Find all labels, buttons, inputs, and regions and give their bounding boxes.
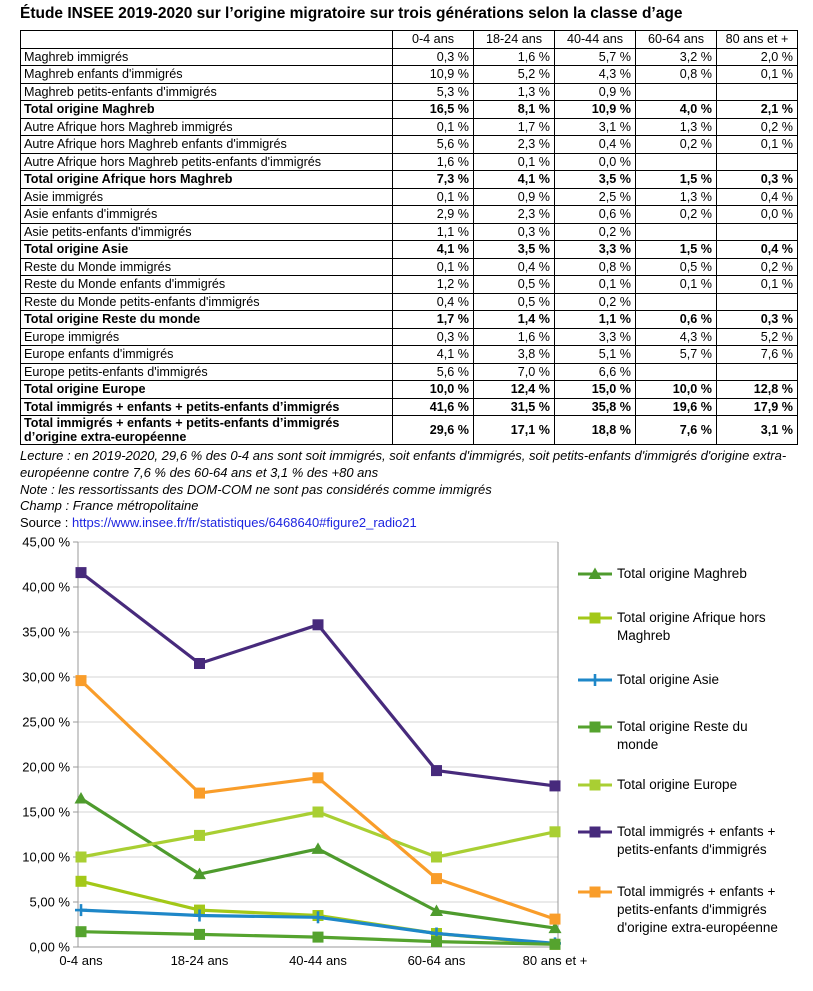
row-label: Total origine Maghreb [21, 101, 393, 119]
value-cell: 3,8 % [474, 346, 555, 364]
value-cell: 1,3 % [474, 83, 555, 101]
value-cell: 1,6 % [393, 153, 474, 171]
x-axis-label: 0-4 ans [59, 953, 103, 968]
table-wrap [20, 30, 798, 445]
value-cell: 0,5 % [474, 293, 555, 311]
series-marker [194, 830, 205, 841]
y-axis-label: 0,00 % [29, 939, 70, 955]
series-marker [313, 619, 324, 630]
series-4 [76, 807, 561, 863]
series-marker [75, 792, 88, 804]
value-cell: 0,1 % [636, 276, 717, 294]
value-cell: 15,0 % [555, 381, 636, 399]
value-cell: 29,6 % [393, 416, 474, 445]
value-cell: 7,6 % [636, 416, 717, 445]
value-cell: 3,1 % [555, 118, 636, 136]
value-cell: 0,4 % [555, 136, 636, 154]
value-cell: 4,0 % [636, 101, 717, 119]
y-axis-label: 35,00 % [22, 624, 70, 640]
row-label: Total immigrés + enfants + petits-enfants d’immigrés d’origine extra-européenne [21, 416, 393, 445]
row-label: Total origine Europe [21, 381, 393, 399]
value-cell: 2,3 % [474, 206, 555, 224]
row-label: Asie enfants d'immigrés [21, 206, 393, 224]
series-line [81, 799, 555, 929]
series-line [81, 573, 555, 786]
legend-item [577, 565, 747, 583]
value-cell: 1,6 % [474, 328, 555, 346]
value-cell: 0,3 % [717, 171, 798, 189]
series-marker [194, 788, 205, 799]
series-marker [313, 772, 324, 783]
legend-label: Total immigrés + enfants + petits-enfants d'immigrés [617, 824, 776, 857]
series-marker [313, 932, 324, 943]
value-cell: 10,0 % [393, 381, 474, 399]
col-header: 60-64 ans [636, 31, 717, 49]
value-cell: 0,1 % [717, 136, 798, 154]
legend-marker-icon [577, 565, 613, 583]
table-row [21, 206, 798, 224]
row-label: Reste du Monde enfants d'immigrés [21, 276, 393, 294]
value-cell [717, 223, 798, 241]
page-title: Étude INSEE 2019-2020 sur l’origine migratoire sur trois générations selon la classe d’age [20, 5, 683, 22]
legend-label: Total origine Maghreb [617, 566, 747, 581]
row-label: Maghreb petits-enfants d'immigrés [21, 83, 393, 101]
value-cell: 3,3 % [555, 328, 636, 346]
value-cell: 17,9 % [717, 398, 798, 416]
source-link[interactable]: https://www.insee.fr/fr/statistiques/6468640#figure2_radio21 [72, 515, 417, 531]
value-cell: 10,9 % [393, 66, 474, 84]
table-row [21, 328, 798, 346]
row-label: Asie petits-enfants d'immigrés [21, 223, 393, 241]
legend-item [577, 776, 737, 794]
y-axis-label: 30,00 % [22, 669, 70, 685]
value-cell [717, 153, 798, 171]
value-cell: 0,1 % [717, 66, 798, 84]
value-cell: 41,6 % [393, 398, 474, 416]
value-cell: 0,1 % [393, 118, 474, 136]
value-cell: 5,3 % [393, 83, 474, 101]
value-cell [717, 363, 798, 381]
value-cell: 5,7 % [636, 346, 717, 364]
value-cell: 12,8 % [717, 381, 798, 399]
legend-item [577, 671, 719, 689]
legend-label: Total origine Asie [617, 672, 720, 687]
value-cell: 5,1 % [555, 346, 636, 364]
value-cell [717, 83, 798, 101]
value-cell: 0,9 % [474, 188, 555, 206]
value-cell: 0,9 % [555, 83, 636, 101]
series-5 [76, 567, 561, 791]
value-cell: 4,1 % [393, 346, 474, 364]
table-row [21, 276, 798, 294]
x-axis-label: 18-24 ans [170, 953, 229, 968]
value-cell: 2,9 % [393, 206, 474, 224]
series-6 [76, 675, 561, 925]
value-cell: 0,8 % [555, 258, 636, 276]
col-header: 18-24 ans [474, 31, 555, 49]
value-cell: 5,2 % [474, 66, 555, 84]
legend-item [577, 718, 792, 754]
row-label: Autre Afrique hors Maghreb enfants d'immigrés [21, 136, 393, 154]
value-cell: 0,0 % [717, 206, 798, 224]
series-marker [76, 852, 87, 863]
note-note: Note : les ressortissants des DOM-COM ne sont pas considérés comme immigrés [20, 481, 492, 497]
value-cell: 4,3 % [555, 66, 636, 84]
row-label: Reste du Monde petits-enfants d'immigrés [21, 293, 393, 311]
value-cell: 0,2 % [717, 118, 798, 136]
table-row [21, 241, 798, 259]
row-label: Reste du Monde immigrés [21, 258, 393, 276]
value-cell: 1,1 % [393, 223, 474, 241]
value-cell: 0,4 % [717, 188, 798, 206]
series-marker [431, 936, 442, 947]
table-row [21, 83, 798, 101]
note-lecture: Lecture : en 2019-2020, 29,6 % des 0-4 ans sont soit immigrés, soit enfants d'immigrés, soit petits-enfants d'immigrés d'origine extra-européenne contre 7,6 % des 60-64 ans et 3,1 % des +80 ans [20, 448, 787, 480]
series-marker [194, 658, 205, 669]
value-cell: 1,4 % [474, 311, 555, 329]
value-cell: 0,3 % [393, 328, 474, 346]
row-label: Total immigrés + enfants + petits-enfants d’immigrés [21, 398, 393, 416]
value-cell: 1,7 % [393, 311, 474, 329]
value-cell: 0,8 % [636, 66, 717, 84]
legend-item [577, 883, 792, 937]
series-marker [431, 852, 442, 863]
table-row [21, 66, 798, 84]
row-label: Maghreb immigrés [21, 48, 393, 66]
value-cell: 0,1 % [717, 276, 798, 294]
col-header: 0-4 ans [393, 31, 474, 49]
value-cell: 0,2 % [555, 223, 636, 241]
value-cell: 0,5 % [474, 276, 555, 294]
value-cell: 0,6 % [636, 311, 717, 329]
row-label: Europe petits-enfants d'immigrés [21, 363, 393, 381]
value-cell: 2,0 % [717, 48, 798, 66]
row-label: Europe enfants d'immigrés [21, 346, 393, 364]
table-row [21, 416, 798, 445]
series-marker [76, 567, 87, 578]
series-marker [431, 873, 442, 884]
value-cell [636, 83, 717, 101]
value-cell [717, 293, 798, 311]
legend-label: Total origine Reste du monde [617, 719, 748, 752]
value-cell [636, 153, 717, 171]
table-row [21, 171, 798, 189]
row-label: Total origine Afrique hors Maghreb [21, 171, 393, 189]
value-cell: 0,1 % [474, 153, 555, 171]
legend-marker-icon [577, 823, 613, 841]
value-cell: 3,2 % [636, 48, 717, 66]
legend-marker-icon [577, 718, 613, 736]
value-cell: 0,3 % [393, 48, 474, 66]
value-cell: 0,2 % [555, 293, 636, 311]
series-marker [313, 807, 324, 818]
x-axis-label: 60-64 ans [407, 953, 466, 968]
y-axis-label: 20,00 % [22, 759, 70, 775]
y-axis-label: 40,00 % [22, 579, 70, 595]
table-row [21, 223, 798, 241]
row-label: Autre Afrique hors Maghreb immigrés [21, 118, 393, 136]
series-marker [550, 780, 561, 791]
value-cell: 4,1 % [393, 241, 474, 259]
value-cell: 2,5 % [555, 188, 636, 206]
series-marker [194, 929, 205, 940]
value-cell: 1,5 % [636, 241, 717, 259]
value-cell: 31,5 % [474, 398, 555, 416]
y-axis-label: 5,00 % [29, 894, 70, 910]
value-cell: 0,1 % [555, 276, 636, 294]
y-axis-label: 45,00 % [22, 535, 70, 550]
table-row [21, 398, 798, 416]
legend-marker-icon [577, 883, 613, 901]
value-cell [636, 223, 717, 241]
value-cell: 5,2 % [717, 328, 798, 346]
table-row [21, 118, 798, 136]
value-cell: 3,1 % [717, 416, 798, 445]
row-label: Total origine Asie [21, 241, 393, 259]
value-cell: 17,1 % [474, 416, 555, 445]
value-cell: 10,9 % [555, 101, 636, 119]
value-cell: 0,2 % [717, 258, 798, 276]
value-cell: 4,1 % [474, 171, 555, 189]
value-cell: 1,1 % [555, 311, 636, 329]
table-row [21, 293, 798, 311]
row-label: Asie immigrés [21, 188, 393, 206]
value-cell: 0,4 % [717, 241, 798, 259]
value-cell: 0,2 % [636, 136, 717, 154]
value-cell: 2,3 % [474, 136, 555, 154]
series-marker [550, 939, 561, 950]
series-marker [76, 876, 87, 887]
value-cell: 1,6 % [474, 48, 555, 66]
value-cell: 1,7 % [474, 118, 555, 136]
series-marker [76, 675, 87, 686]
value-cell: 8,1 % [474, 101, 555, 119]
legend-item [577, 609, 792, 645]
row-label: Europe immigrés [21, 328, 393, 346]
series-line [81, 681, 555, 920]
table-row [21, 346, 798, 364]
x-axis-label: 40-44 ans [289, 953, 347, 968]
value-cell: 5,6 % [393, 136, 474, 154]
value-cell [636, 293, 717, 311]
row-label: Maghreb enfants d'immigrés [21, 66, 393, 84]
series-marker [550, 826, 561, 837]
series-marker [550, 914, 561, 925]
col-header: 80 ans et + [717, 31, 798, 49]
table-row [21, 188, 798, 206]
value-cell: 0,3 % [474, 223, 555, 241]
value-cell: 0,4 % [474, 258, 555, 276]
value-cell: 6,6 % [555, 363, 636, 381]
row-label: Autre Afrique hors Maghreb petits-enfants d'immigrés [21, 153, 393, 171]
value-cell: 3,5 % [555, 171, 636, 189]
value-cell: 5,6 % [393, 363, 474, 381]
table-row [21, 153, 798, 171]
value-cell: 18,8 % [555, 416, 636, 445]
value-cell: 7,3 % [393, 171, 474, 189]
value-cell: 2,1 % [717, 101, 798, 119]
table-row [21, 363, 798, 381]
table-header-row [21, 31, 798, 49]
y-axis-label: 10,00 % [22, 849, 70, 865]
value-cell: 0,2 % [636, 206, 717, 224]
value-cell: 3,3 % [555, 241, 636, 259]
table-row [21, 48, 798, 66]
value-cell: 0,1 % [393, 258, 474, 276]
notes [20, 448, 800, 532]
value-cell: 0,1 % [393, 188, 474, 206]
x-axis-label: 80 ans et + [522, 953, 588, 968]
series-marker [76, 926, 87, 937]
value-cell: 1,3 % [636, 188, 717, 206]
value-cell: 7,0 % [474, 363, 555, 381]
value-cell: 4,3 % [636, 328, 717, 346]
value-cell: 3,5 % [474, 241, 555, 259]
legend-marker-icon [577, 671, 613, 689]
value-cell: 7,6 % [717, 346, 798, 364]
value-cell: 1,5 % [636, 171, 717, 189]
row-label: Total origine Reste du monde [21, 311, 393, 329]
value-cell: 0,5 % [636, 258, 717, 276]
data-table [20, 30, 798, 445]
series-marker [431, 765, 442, 776]
value-cell: 0,0 % [555, 153, 636, 171]
y-axis-label: 25,00 % [22, 714, 70, 730]
value-cell: 0,4 % [393, 293, 474, 311]
value-cell: 0,6 % [555, 206, 636, 224]
legend-label: Total origine Afrique hors Maghreb [617, 610, 766, 643]
note-source [20, 515, 800, 532]
corner-cell [21, 31, 393, 49]
table-row [21, 101, 798, 119]
note-champ: Champ : France métropolitaine [20, 498, 199, 514]
value-cell: 19,6 % [636, 398, 717, 416]
legend-label: Total origine Europe [617, 777, 738, 792]
table-row [21, 258, 798, 276]
legend-item [577, 823, 792, 859]
y-axis-label: 15,00 % [22, 804, 70, 820]
value-cell: 35,8 % [555, 398, 636, 416]
value-cell: 1,3 % [636, 118, 717, 136]
source-label: Source : [20, 515, 69, 531]
value-cell: 16,5 % [393, 101, 474, 119]
value-cell: 0,3 % [717, 311, 798, 329]
legend-label: Total immigrés + enfants + petits-enfants d'immigrés d'origine extra-européenne [617, 884, 778, 935]
value-cell: 5,7 % [555, 48, 636, 66]
legend-marker-icon [577, 776, 613, 794]
legend-marker-icon [577, 609, 613, 627]
value-cell: 10,0 % [636, 381, 717, 399]
value-cell: 12,4 % [474, 381, 555, 399]
table-row [21, 381, 798, 399]
col-header: 40-44 ans [555, 31, 636, 49]
table-row [21, 136, 798, 154]
series-marker [312, 842, 325, 854]
value-cell [636, 363, 717, 381]
table-row [21, 311, 798, 329]
value-cell: 1,2 % [393, 276, 474, 294]
